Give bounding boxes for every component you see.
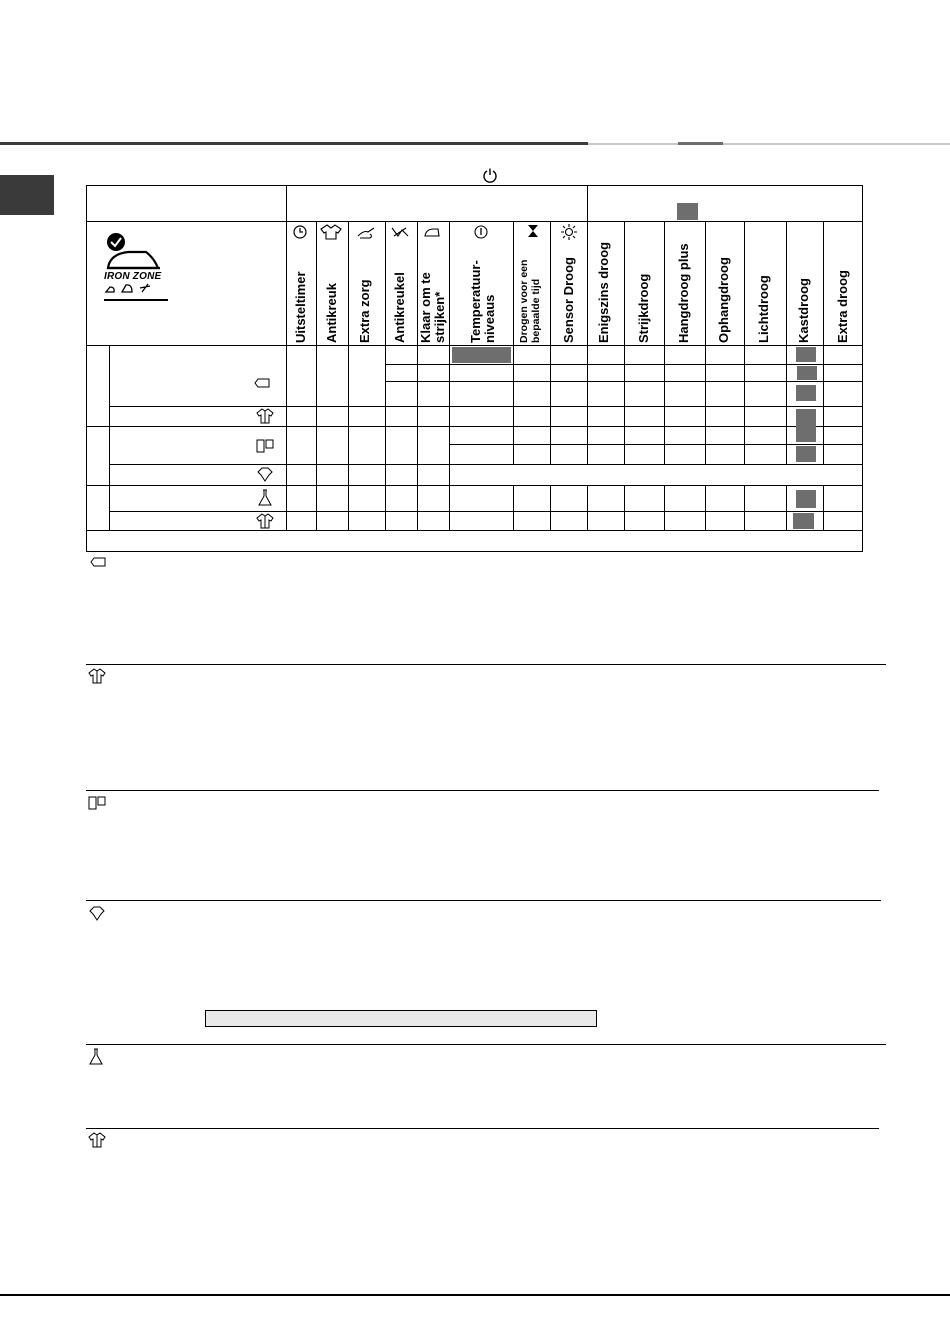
col-sensor-droog: Sensor Droog (561, 257, 576, 343)
highlight-box (205, 1010, 597, 1027)
col-antikreukel: Antikreukel (392, 272, 407, 343)
header-rule-light-2 (723, 143, 950, 145)
flask-icon (257, 489, 273, 507)
col-ophangdroog: Ophangdroog (716, 257, 731, 343)
shirt-icon (320, 224, 342, 240)
col-strijkdroog: Strijkdroog (636, 273, 651, 343)
towels-icon (88, 795, 106, 811)
gray-cell (796, 409, 816, 442)
language-tab (0, 175, 54, 215)
wool-icon (88, 905, 106, 921)
header-rule-dark (0, 142, 588, 145)
col-uitsteltimer: Uitsteltimer (293, 271, 308, 343)
header-rule-light (588, 143, 678, 145)
header-rule-mid (678, 142, 723, 145)
col-lichtdroog: Lichtdroog (756, 275, 771, 343)
towels-icon (256, 438, 274, 454)
flask-icon (88, 1048, 104, 1066)
gray-square-icon (677, 203, 698, 220)
sun-icon (560, 223, 578, 241)
col-enigszins-droog: Enigszins droog (596, 241, 611, 343)
shirt-icon (88, 1132, 106, 1148)
col-drogen-voor-een-bepaalde-tijd: Drogen voor een bepaalde tijd (518, 259, 542, 343)
section-divider (86, 1128, 879, 1129)
hourglass-icon (526, 224, 540, 238)
section-divider (86, 900, 881, 901)
clock-icon (292, 224, 308, 240)
col-kastdroog: Kastdroog (796, 278, 811, 343)
gray-cell (796, 490, 816, 508)
gray-cell (796, 347, 816, 362)
footer-rule (0, 1294, 950, 1296)
col-hangdroog-plus: Hangdroog plus (676, 243, 691, 343)
gray-cell (452, 347, 511, 363)
iron-zone-title: IRON ZONE (104, 271, 162, 282)
hand-icon (356, 224, 376, 240)
section-divider (86, 664, 886, 665)
gray-cell (796, 385, 816, 401)
col-extra-droog: Extra droog (835, 270, 850, 343)
shirt-icon (256, 513, 274, 529)
iron-icon (422, 224, 442, 240)
col-temperatuurniveaus: Temperatuur- niveaus (468, 260, 497, 343)
thermometer-icon (473, 224, 489, 240)
col-extra-zorg: Extra zorg (357, 279, 372, 343)
wool-icon (256, 466, 274, 482)
section-divider (86, 790, 879, 791)
iron-zone-logo (102, 232, 174, 304)
shirt-icon (256, 408, 274, 424)
gray-cell (793, 513, 814, 529)
power-icon (482, 167, 498, 183)
program-table (86, 185, 863, 552)
gray-cell (797, 366, 817, 380)
crease-icon (390, 224, 410, 240)
col-antikreuk: Antikreuk (324, 283, 339, 343)
gray-cell (796, 446, 816, 462)
tag-icon (254, 378, 270, 388)
section-divider (86, 1044, 886, 1045)
col-klaar-om-te-strijken: Klaar om te strijken* (418, 272, 447, 343)
shirt-icon (88, 668, 106, 684)
tag-icon (90, 557, 106, 567)
